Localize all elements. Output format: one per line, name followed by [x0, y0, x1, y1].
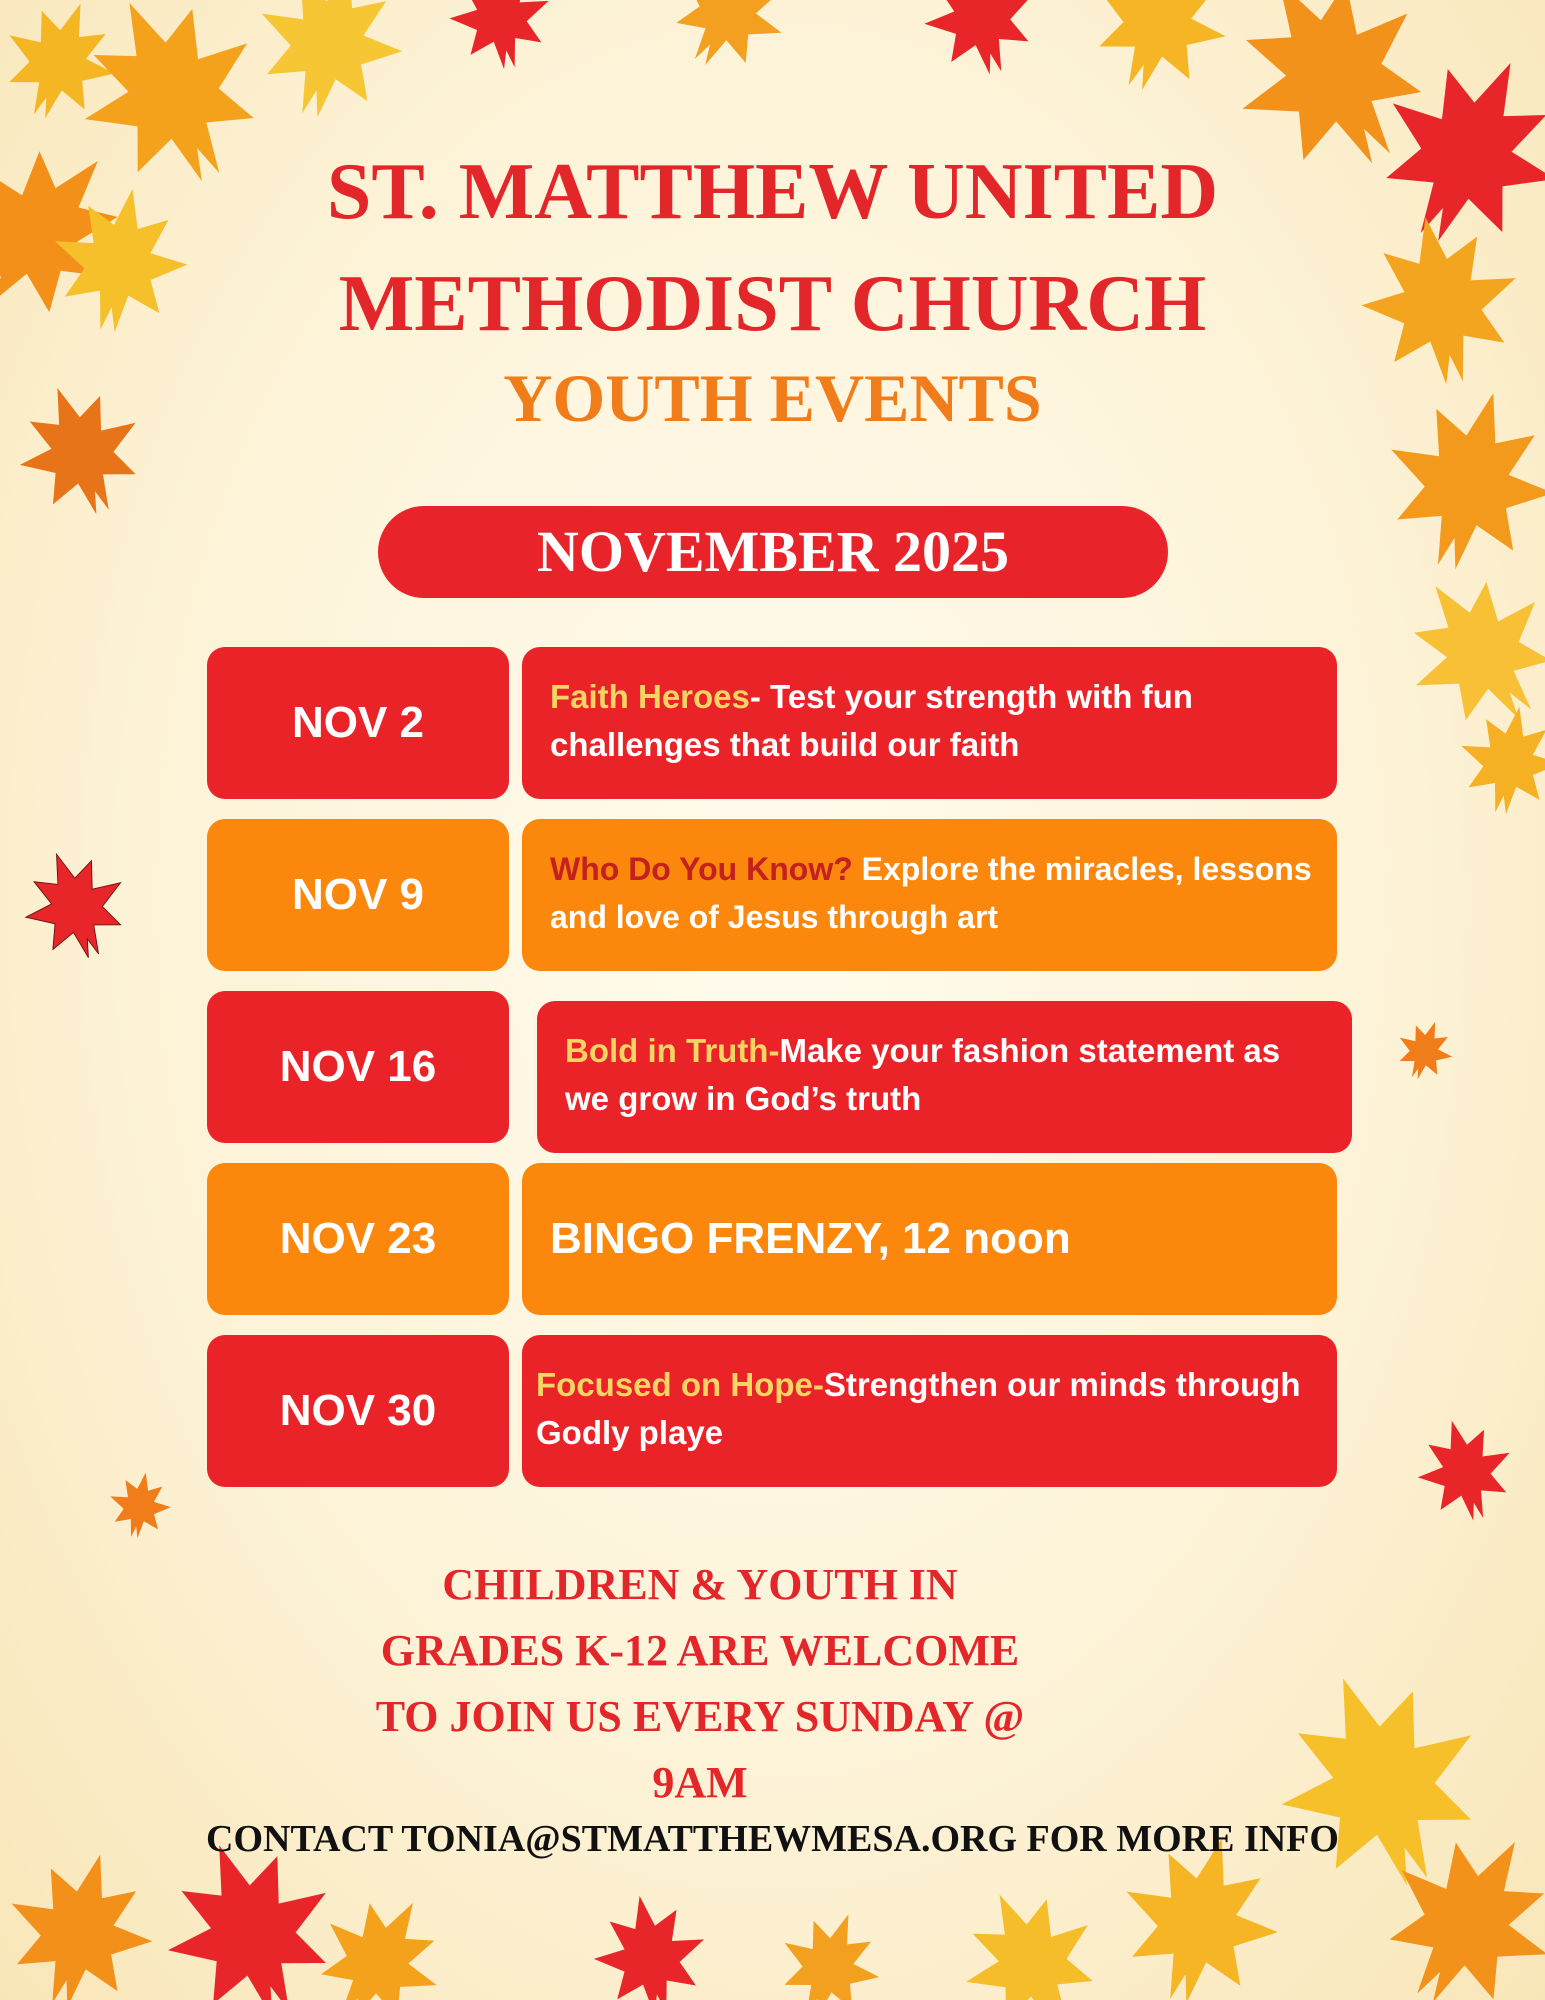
- welcome-line: CHILDREN & YOUTH IN: [442, 1560, 958, 1609]
- event-title: Faith Heroes: [550, 678, 750, 715]
- event-text: Strengthen our minds through Godly playe: [536, 1366, 1301, 1451]
- event-date: NOV 16: [207, 991, 509, 1143]
- welcome-line: 9AM: [652, 1758, 748, 1807]
- event-description: [537, 1001, 1352, 1153]
- event-description: [522, 647, 1337, 799]
- event-text: - Test your strength with fun challenges that build our faith: [550, 678, 1193, 763]
- youth-events-subtitle: YOUTH EVENTS: [503, 360, 1042, 436]
- event-title: Bold in Truth-: [565, 1032, 780, 1069]
- event-description: BINGO FRENZY, 12 noon: [522, 1163, 1337, 1315]
- event-title: Who Do You Know?: [550, 851, 853, 887]
- event-date: NOV 2: [207, 647, 509, 799]
- event-title: Focused on Hope-: [536, 1366, 824, 1403]
- event-date: NOV 23: [207, 1163, 509, 1315]
- event-description: [522, 1335, 1337, 1487]
- event-text: Make your fashion statement as we grow in God’s truth: [565, 1032, 1281, 1117]
- welcome-line: GRADES K-12 ARE WELCOME: [380, 1626, 1020, 1675]
- event-text: Explore the miracles, lessons and love of Jesus through art: [550, 851, 1312, 935]
- contact-info: CONTACT TONIA@STMATTHEWMESA.ORG FOR MORE INFO: [206, 1818, 1339, 1860]
- event-description: [522, 819, 1337, 971]
- event-date: NOV 30: [207, 1335, 509, 1487]
- month-banner: NOVEMBER 2025: [378, 506, 1168, 598]
- church-name-line2: METHODIST CHURCH: [338, 260, 1207, 348]
- welcome-line: TO JOIN US EVERY SUNDAY @: [375, 1692, 1025, 1741]
- church-name-line1: ST. MATTHEW UNITED: [326, 148, 1219, 236]
- event-date: NOV 9: [207, 819, 509, 971]
